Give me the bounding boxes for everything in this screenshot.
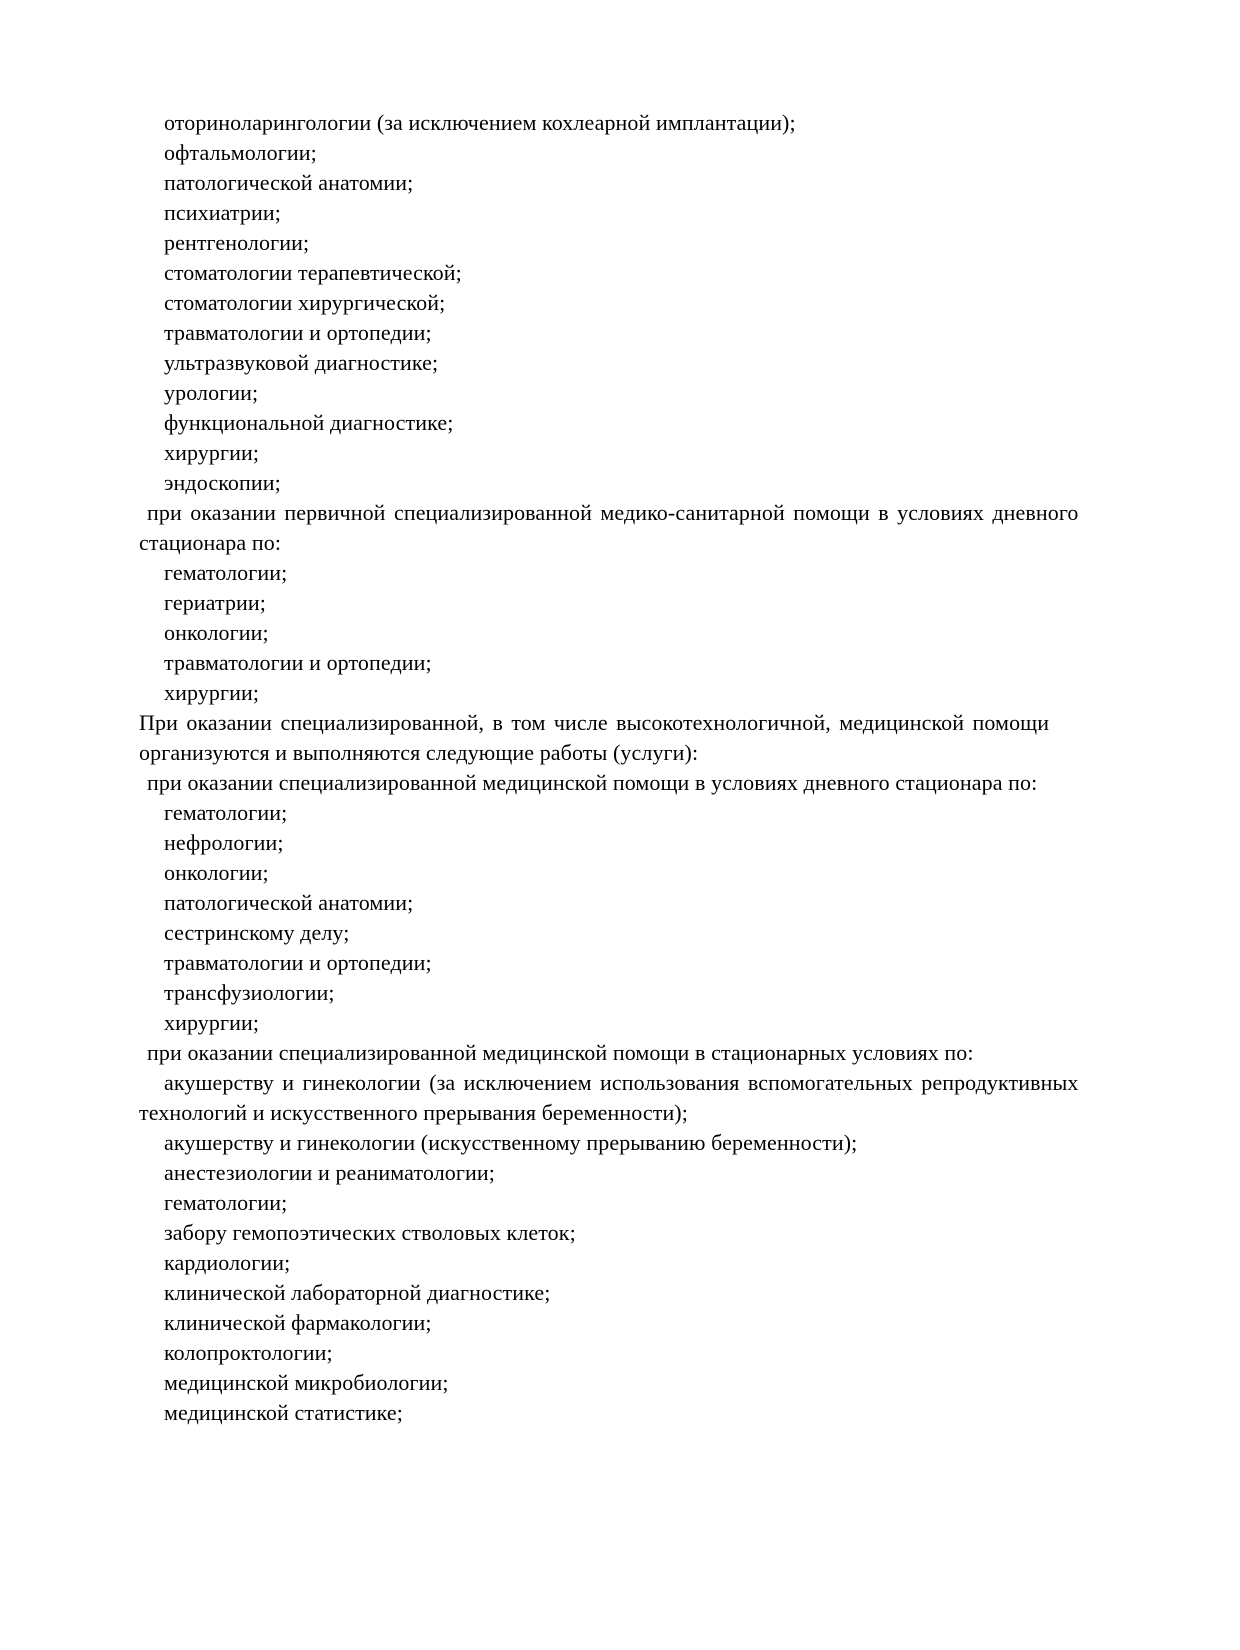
document-line: ультразвуковой диагностике; (164, 350, 439, 375)
document-line: клинической фармакологии; (164, 1310, 432, 1335)
document-line: сестринскому делу; (164, 920, 350, 945)
document-line: кардиологии; (164, 1250, 291, 1275)
document-line: нефрологии; (164, 830, 284, 855)
document-line: технологий и искусственного прерывания беременности); (139, 1100, 688, 1125)
document-line: травматологии и ортопедии; (164, 650, 432, 675)
document-line: при оказании специализированной медицинской помощи в условиях дневного стационара по: (147, 770, 1038, 795)
document-line: колопроктологии; (164, 1340, 333, 1365)
document-line: урологии; (164, 380, 259, 405)
document-line: акушерству и гинекологии (искусственному прерыванию беременности); (164, 1130, 858, 1155)
document-line: трансфузиологии; (164, 980, 335, 1005)
document-line: гематологии; (164, 1190, 288, 1215)
document-line: клинической лабораторной диагностике; (164, 1280, 551, 1305)
document-line: патологической анатомии; (164, 890, 414, 915)
document-line: хирургии; (164, 1010, 260, 1035)
document-line: стоматологии хирургической; (164, 290, 446, 315)
document-line: травматологии и ортопедии; (164, 320, 432, 345)
document-line: медицинской микробиологии; (164, 1370, 449, 1395)
document-line: стоматологии терапевтической; (164, 260, 462, 285)
document-line: патологической анатомии; (164, 170, 414, 195)
document-line: гематологии; (164, 560, 288, 585)
document-line: психиатрии; (164, 200, 281, 225)
document-line: функциональной диагностике; (164, 410, 454, 435)
document-line: онкологии; (164, 620, 269, 645)
document-line: стационара по: (139, 530, 282, 555)
document-line: хирургии; (164, 440, 260, 465)
document-line: забору гемопоэтических стволовых клеток; (164, 1220, 576, 1245)
document-line: гематологии; (164, 800, 288, 825)
document-line: акушерству и гинекологии (за исключением использования вспомогательных репродуктивных (164, 1070, 1079, 1095)
document-line: оториноларингологии (за исключением кохлеарной имплантации); (164, 110, 796, 135)
document-line: при оказании первичной специализированной медико-санитарной помощи в условиях дневного (147, 500, 1079, 525)
document-line: травматологии и ортопедии; (164, 950, 432, 975)
document-line: анестезиологии и реаниматологии; (164, 1160, 495, 1185)
document-line: онкологии; (164, 860, 269, 885)
document-line: гериатрии; (164, 590, 267, 615)
document-line: медицинской статистике; (164, 1400, 403, 1425)
document-line: хирургии; (164, 680, 260, 705)
document-line: организуются и выполняются следующие работы (услуги): (139, 740, 699, 765)
document-text-block (139, 108, 1114, 1428)
document-line: При оказании специализированной, в том числе высокотехнологичной, медицинской помощи (139, 710, 1050, 735)
document-line: офтальмологии; (164, 140, 317, 165)
document-line: эндоскопии; (164, 470, 281, 495)
document-line: при оказании специализированной медицинской помощи в стационарных условиях по: (147, 1040, 974, 1065)
document-line: рентгенологии; (164, 230, 310, 255)
